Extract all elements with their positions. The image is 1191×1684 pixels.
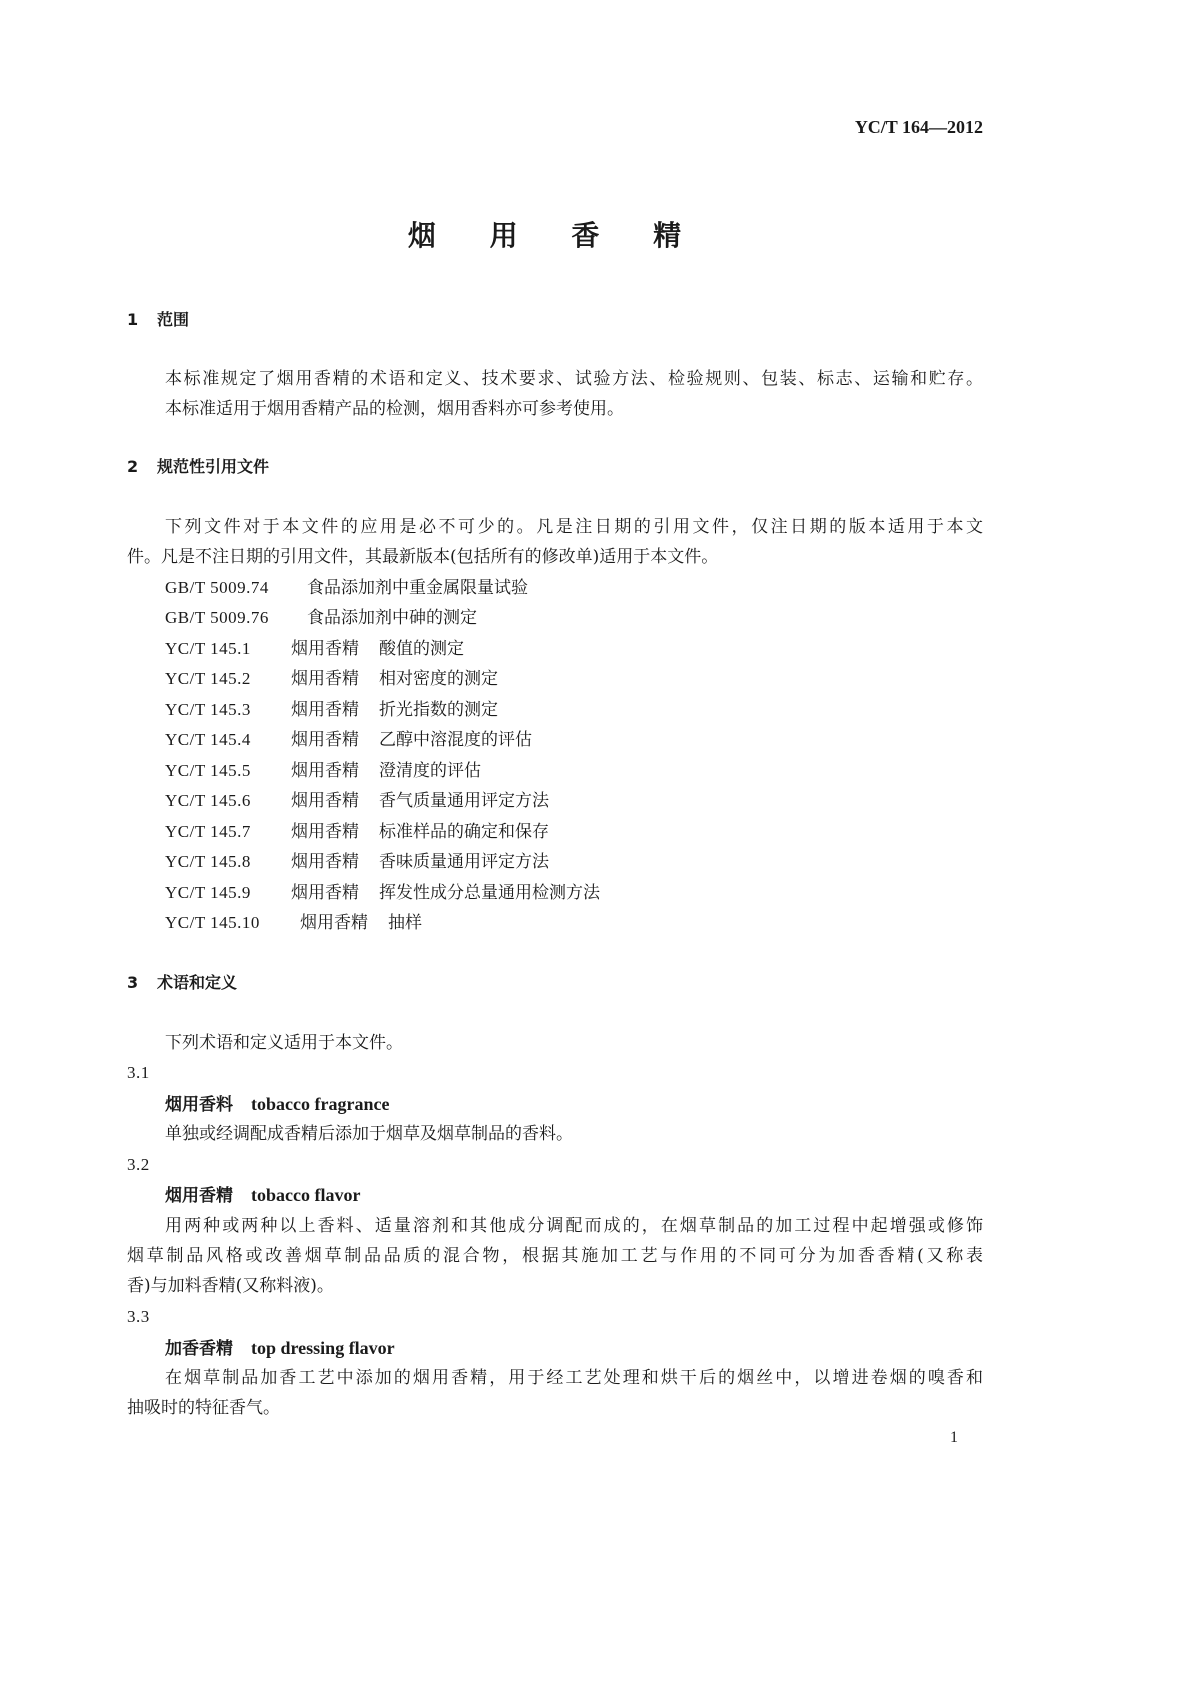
page-number: 1 [950,1429,958,1446]
term-en: tobacco fragrance [251,1094,390,1114]
reference-title: 烟用香精 [291,639,359,659]
term-en: tobacco flavor [251,1185,361,1205]
definition-line: 用两种或两种以上香料、适量溶剂和其他成分调配而成的，在烟草制品的加工过程中起增强或修饰 [165,1216,983,1236]
definition-line: 抽吸时的特征香气。 [127,1398,280,1418]
section-title: 术语和定义 [157,973,238,992]
reference-code: YC/T 145.2 [165,669,251,688]
section-number: 1 [127,310,139,329]
section-title: 范围 [157,310,190,329]
definition-line: 烟草制品风格或改善烟草制品品质的混合物，根据其施加工艺与作用的不同可分为加香香精(又称表 [127,1246,983,1266]
reference-item [165,821,549,843]
reference-title: 烟用香精 [300,913,368,933]
reference-title: 烟用香精 [291,761,359,781]
reference-code: YC/T 145.4 [165,730,251,749]
term-heading [165,1093,389,1116]
reference-title: 烟用香精 [291,822,359,842]
reference-code: GB/T 5009.76 [165,608,269,627]
section-heading [127,456,269,478]
paragraph-line: 下列术语和定义适用于本文件。 [165,1033,403,1053]
reference-subtitle: 相对密度的测定 [379,669,498,689]
reference-title: 食品添加剂中重金属限量试验 [307,578,528,598]
reference-code: YC/T 145.8 [165,852,251,871]
section-title: 规范性引用文件 [157,457,270,476]
term-heading [165,1184,360,1207]
term-en: top dressing flavor [251,1338,395,1358]
reference-item [165,729,532,751]
reference-subtitle: 标准样品的确定和保存 [379,822,549,842]
reference-title: 烟用香精 [291,730,359,750]
reference-code: YC/T 145.1 [165,639,251,658]
reference-code: YC/T 145.7 [165,822,251,841]
reference-item [165,882,600,904]
reference-title: 食品添加剂中砷的测定 [307,608,477,628]
reference-item [165,912,422,934]
reference-subtitle: 折光指数的测定 [379,700,498,720]
term-heading [165,1337,395,1360]
definition-line: 香)与加料香精(又称料液)。 [127,1276,334,1296]
section-heading [127,309,189,331]
reference-subtitle: 酸值的测定 [379,639,464,659]
term-zh: 加香香精 [165,1339,233,1359]
section-number: 3 [127,973,139,992]
reference-code: YC/T 145.5 [165,761,251,780]
reference-item [165,699,498,721]
reference-subtitle: 香味质量通用评定方法 [379,852,549,872]
term-number: 3.1 [127,1063,150,1082]
reference-code: YC/T 145.9 [165,883,251,902]
definition-line: 在烟草制品加香工艺中添加的烟用香精，用于经工艺处理和烘干后的烟丝中，以增进卷烟的嗅香和 [165,1368,983,1388]
paragraph-line: 下列文件对于本文件的应用是必不可少的。凡是注日期的引用文件，仅注日期的版本适用于本文 [165,517,983,537]
reference-item [165,638,464,660]
reference-item [165,607,477,629]
reference-code: YC/T 145.6 [165,791,251,810]
reference-item [165,760,481,782]
reference-item [165,851,549,873]
term-zh: 烟用香料 [165,1095,233,1115]
reference-title: 烟用香精 [291,852,359,872]
reference-subtitle: 抽样 [388,913,422,933]
reference-subtitle: 香气质量通用评定方法 [379,791,549,811]
reference-item [165,790,549,812]
reference-item [165,577,528,599]
reference-title: 烟用香精 [291,791,359,811]
reference-item [165,668,498,690]
section-heading [127,972,237,994]
reference-subtitle: 澄清度的评估 [379,761,481,781]
term-zh: 烟用香精 [165,1186,233,1206]
reference-title: 烟用香精 [291,883,359,903]
paragraph-line: 本标准规定了烟用香精的术语和定义、技术要求、试验方法、检验规则、包装、标志、运输和贮存。 [165,369,983,389]
reference-code: YC/T 145.3 [165,700,251,719]
term-number: 3.2 [127,1155,150,1174]
reference-subtitle: 挥发性成分总量通用检测方法 [379,883,600,903]
paragraph-line: 本标准适用于烟用香精产品的检测，烟用香料亦可参考使用。 [165,399,624,419]
paragraph-line: 件。凡是不注日期的引用文件，其最新版本(包括所有的修改单)适用于本文件。 [127,547,719,567]
reference-subtitle: 乙醇中溶混度的评估 [379,730,532,750]
page-title: 烟 用 香 精 [407,219,704,252]
definition-line: 单独或经调配成香精后添加于烟草及烟草制品的香料。 [165,1124,573,1144]
term-number: 3.3 [127,1307,150,1326]
reference-title: 烟用香精 [291,700,359,720]
reference-code: YC/T 145.10 [165,913,260,932]
standard-code: YC/T 164—2012 [854,117,983,137]
reference-title: 烟用香精 [291,669,359,689]
section-number: 2 [127,457,139,476]
reference-code: GB/T 5009.74 [165,578,269,597]
